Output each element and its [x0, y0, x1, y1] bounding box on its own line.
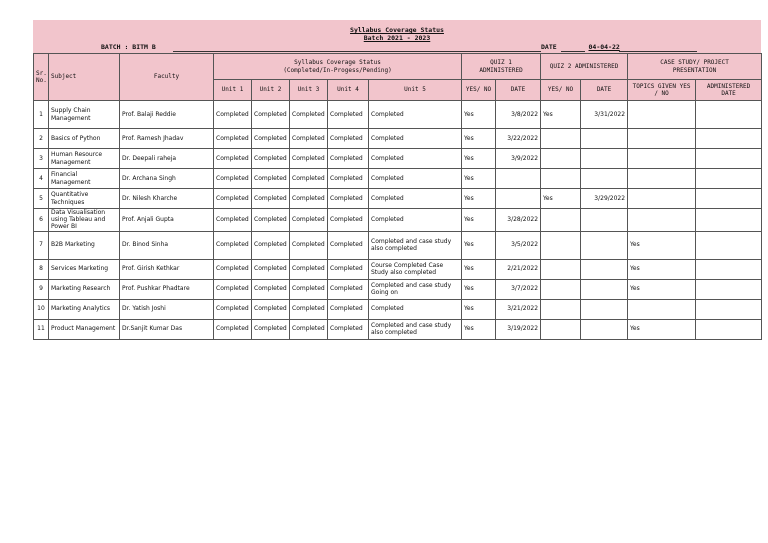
administered-date-cell: [696, 149, 762, 169]
unit-2-cell: Completed: [252, 149, 290, 169]
unit-4-cell: Completed: [328, 319, 369, 339]
table-row: [34, 101, 762, 129]
subject-cell: Marketing Research: [49, 279, 120, 299]
administered-date-cell: [696, 189, 762, 209]
table-row: [34, 259, 762, 279]
quiz2-date-cell: 3/31/2022: [581, 101, 628, 129]
sr-no-cell: 7: [34, 231, 49, 259]
header-quiz1-sub: ADMINISTERED: [479, 66, 523, 74]
faculty-cell: Dr. Archana Singh: [120, 169, 214, 189]
sr-no-cell: 10: [34, 299, 49, 319]
unit-4-cell: Completed: [328, 299, 369, 319]
topics-given-cell: [628, 129, 696, 149]
unit-5-cell: Completed and case study Going on: [369, 279, 462, 299]
unit-3-cell: Completed: [290, 101, 328, 129]
unit-4-cell: Completed: [328, 169, 369, 189]
table-row: [34, 279, 762, 299]
date-field: [541, 43, 620, 51]
unit-4-cell: Completed: [328, 129, 369, 149]
administered-date-cell: [696, 259, 762, 279]
quiz1-status-cell: Yes: [462, 299, 496, 319]
quiz2-status-cell: [541, 279, 581, 299]
topics-given-cell: Yes: [628, 259, 696, 279]
quiz2-date-cell: [581, 279, 628, 299]
quiz1-status-cell: Yes: [462, 209, 496, 232]
unit-1-cell: Completed: [214, 299, 252, 319]
table-row: [34, 149, 762, 169]
administered-date-cell: [696, 231, 762, 259]
unit-1-cell: Completed: [214, 169, 252, 189]
administered-date-cell: [696, 299, 762, 319]
table-row: [34, 319, 762, 339]
sheet-title: Syllabus Coverage Status: [350, 26, 444, 34]
unit-3-cell: Completed: [290, 129, 328, 149]
subject-cell: Data Visualisation using Tableau and Power BI: [49, 209, 120, 232]
topics-given-cell: [628, 149, 696, 169]
faculty-cell: Prof. Pushkar Phadtare: [120, 279, 214, 299]
header-administered-date: ADMINISTERED DATE: [696, 80, 762, 101]
quiz1-date-cell: 3/28/2022: [496, 209, 541, 232]
quiz2-status-cell: [541, 149, 581, 169]
faculty-cell: Prof. Anjali Gupta: [120, 209, 214, 232]
unit-5-cell: Completed: [369, 169, 462, 189]
administered-date-cell: [696, 209, 762, 232]
header-unit-4: Unit 4: [328, 80, 369, 101]
quiz1-status-cell: Yes: [462, 259, 496, 279]
unit-3-cell: Completed: [290, 231, 328, 259]
date-underline-b: [619, 51, 697, 52]
table-row: [34, 231, 762, 259]
quiz2-date-cell: [581, 209, 628, 232]
unit-3-cell: Completed: [290, 209, 328, 232]
quiz2-date-cell: 3/29/2022: [581, 189, 628, 209]
sr-no-cell: 5: [34, 189, 49, 209]
quiz2-status-cell: [541, 169, 581, 189]
faculty-cell: Dr.Sanjit Kumar Das: [120, 319, 214, 339]
sheet-subtitle: Batch 2021 - 2023: [363, 34, 431, 42]
unit-1-cell: Completed: [214, 231, 252, 259]
unit-5-cell: Completed and case study also completed: [369, 319, 462, 339]
unit-2-cell: Completed: [252, 101, 290, 129]
topics-given-cell: Yes: [628, 279, 696, 299]
header-quiz1-date: DATE: [496, 80, 541, 101]
unit-3-cell: Completed: [290, 169, 328, 189]
unit-5-cell: Course Completed Case Study also completed: [369, 259, 462, 279]
header-syllabus-title: Syllabus Coverage Status: [294, 59, 381, 66]
unit-4-cell: Completed: [328, 231, 369, 259]
unit-5-cell: Completed and case study also completed: [369, 231, 462, 259]
unit-4-cell: Completed: [328, 189, 369, 209]
header-subject: Subject: [49, 54, 120, 101]
header-band: [33, 20, 761, 53]
date-value: 04-04-22: [588, 43, 620, 51]
sr-no-cell: 4: [34, 169, 49, 189]
unit-2-cell: Completed: [252, 299, 290, 319]
quiz1-date-cell: 3/9/2022: [496, 149, 541, 169]
administered-date-cell: [696, 169, 762, 189]
quiz2-date-cell: [581, 299, 628, 319]
quiz1-status-cell: Yes: [462, 169, 496, 189]
unit-5-cell: Completed: [369, 129, 462, 149]
quiz1-date-cell: 3/19/2022: [496, 319, 541, 339]
batch-underline: [173, 51, 541, 52]
quiz2-date-cell: [581, 231, 628, 259]
unit-4-cell: Completed: [328, 149, 369, 169]
topics-given-cell: Yes: [628, 319, 696, 339]
faculty-cell: Dr. Nilesh Kharche: [120, 189, 214, 209]
quiz2-date-cell: [581, 259, 628, 279]
unit-4-cell: Completed: [328, 209, 369, 232]
header-sr-no: Sr. No.: [34, 54, 49, 101]
table-row: [34, 189, 762, 209]
quiz1-date-cell: 3/22/2022: [496, 129, 541, 149]
sr-no-cell: 3: [34, 149, 49, 169]
header-faculty: Faculty: [120, 54, 214, 101]
administered-date-cell: [696, 129, 762, 149]
subject-cell: Quantitative Techniques: [49, 189, 120, 209]
unit-2-cell: Completed: [252, 169, 290, 189]
unit-1-cell: Completed: [214, 279, 252, 299]
unit-5-cell: Completed: [369, 101, 462, 129]
unit-4-cell: Completed: [328, 101, 369, 129]
quiz1-status-cell: Yes: [462, 101, 496, 129]
topics-given-cell: [628, 101, 696, 129]
date-label: DATE: [541, 43, 557, 51]
topics-given-cell: [628, 299, 696, 319]
quiz1-date-cell: 3/21/2022: [496, 299, 541, 319]
table-row: [34, 129, 762, 149]
quiz1-status-cell: Yes: [462, 129, 496, 149]
unit-2-cell: Completed: [252, 129, 290, 149]
faculty-cell: Prof. Girish Kethkar: [120, 259, 214, 279]
faculty-cell: Prof. Ramesh Jhadav: [120, 129, 214, 149]
quiz1-date-cell: 3/8/2022: [496, 101, 541, 129]
quiz2-date-cell: [581, 129, 628, 149]
quiz2-status-cell: [541, 319, 581, 339]
faculty-cell: Dr. Yatish Joshi: [120, 299, 214, 319]
syllabus-table: [33, 53, 762, 340]
header-case-group: [628, 54, 762, 80]
administered-date-cell: [696, 101, 762, 129]
quiz1-status-cell: Yes: [462, 279, 496, 299]
sr-no-cell: 1: [34, 101, 49, 129]
faculty-cell: Dr. Binod Sinha: [120, 231, 214, 259]
topics-given-cell: [628, 209, 696, 232]
table-row: [34, 209, 762, 232]
unit-1-cell: Completed: [214, 149, 252, 169]
header-quiz1-group: [462, 54, 541, 80]
unit-2-cell: Completed: [252, 209, 290, 232]
quiz2-status-cell: [541, 231, 581, 259]
sr-no-cell: 6: [34, 209, 49, 232]
unit-1-cell: Completed: [214, 129, 252, 149]
header-quiz2-group: QUIZ 2 ADMINISTERED: [541, 54, 628, 80]
administered-date-cell: [696, 319, 762, 339]
subject-cell: Basics of Python: [49, 129, 120, 149]
quiz2-status-cell: [541, 259, 581, 279]
unit-2-cell: Completed: [252, 279, 290, 299]
unit-1-cell: Completed: [214, 319, 252, 339]
unit-3-cell: Completed: [290, 319, 328, 339]
quiz1-status-cell: Yes: [462, 319, 496, 339]
header-unit-1: Unit 1: [214, 80, 252, 101]
table-row: [34, 169, 762, 189]
header-syllabus-sub: (Completed/In-Progess/Pending): [283, 66, 392, 74]
unit-5-cell: Completed: [369, 209, 462, 232]
unit-3-cell: Completed: [290, 189, 328, 209]
subject-cell: Financial Management: [49, 169, 120, 189]
quiz2-status-cell: [541, 299, 581, 319]
header-case-title: CASE STUDY/ PROJECT: [660, 59, 729, 66]
unit-1-cell: Completed: [214, 101, 252, 129]
unit-1-cell: Completed: [214, 189, 252, 209]
quiz1-date-cell: [496, 169, 541, 189]
header-quiz2-yes-no: YES/ NO: [541, 80, 581, 101]
quiz1-date-cell: 2/21/2022: [496, 259, 541, 279]
topics-given-cell: [628, 189, 696, 209]
unit-3-cell: Completed: [290, 149, 328, 169]
quiz1-date-cell: [496, 189, 541, 209]
batch-label: BATCH : BITM B: [101, 43, 156, 51]
header-unit-5: Unit 5: [369, 80, 462, 101]
quiz1-status-cell: Yes: [462, 231, 496, 259]
header-topics-given: TOPICS GIVEN YES / NO: [628, 80, 696, 101]
unit-2-cell: Completed: [252, 259, 290, 279]
sr-no-cell: 2: [34, 129, 49, 149]
quiz2-status-cell: [541, 209, 581, 232]
unit-3-cell: Completed: [290, 299, 328, 319]
quiz1-status-cell: Yes: [462, 189, 496, 209]
quiz2-status-cell: Yes: [541, 189, 581, 209]
quiz1-status-cell: Yes: [462, 149, 496, 169]
quiz2-date-cell: [581, 169, 628, 189]
table-row: [34, 299, 762, 319]
sr-no-cell: 11: [34, 319, 49, 339]
subject-cell: Services Marketing: [49, 259, 120, 279]
unit-2-cell: Completed: [252, 189, 290, 209]
subject-cell: Human Resource Management: [49, 149, 120, 169]
header-quiz2-date: DATE: [581, 80, 628, 101]
faculty-cell: Dr. Deepali raheja: [120, 149, 214, 169]
unit-3-cell: Completed: [290, 259, 328, 279]
unit-1-cell: Completed: [214, 209, 252, 232]
unit-2-cell: Completed: [252, 231, 290, 259]
quiz2-status-cell: [541, 129, 581, 149]
administered-date-cell: [696, 279, 762, 299]
quiz2-date-cell: [581, 149, 628, 169]
subject-cell: B2B Marketing: [49, 231, 120, 259]
faculty-cell: Prof. Balaji Reddie: [120, 101, 214, 129]
subject-cell: Product Management: [49, 319, 120, 339]
unit-1-cell: Completed: [214, 259, 252, 279]
quiz2-date-cell: [581, 319, 628, 339]
header-unit-2: Unit 2: [252, 80, 290, 101]
sr-no-cell: 9: [34, 279, 49, 299]
header-quiz1-yes-no: YES/ NO: [462, 80, 496, 101]
unit-2-cell: Completed: [252, 319, 290, 339]
quiz1-date-cell: 3/7/2022: [496, 279, 541, 299]
header-unit-3: Unit 3: [290, 80, 328, 101]
subject-cell: Marketing Analytics: [49, 299, 120, 319]
date-underline-a: [561, 51, 585, 52]
topics-given-cell: Yes: [628, 231, 696, 259]
header-case-sub: PRESENTATION: [672, 66, 717, 74]
topics-given-cell: [628, 169, 696, 189]
sr-no-cell: 8: [34, 259, 49, 279]
unit-3-cell: Completed: [290, 279, 328, 299]
header-syllabus-group: [214, 54, 462, 80]
unit-5-cell: Completed: [369, 149, 462, 169]
subject-cell: Supply Chain Management: [49, 101, 120, 129]
header-quiz1-title: QUIZ 1: [490, 59, 512, 66]
quiz2-status-cell: Yes: [541, 101, 581, 129]
unit-4-cell: Completed: [328, 279, 369, 299]
unit-4-cell: Completed: [328, 259, 369, 279]
unit-5-cell: Completed: [369, 299, 462, 319]
unit-5-cell: Completed: [369, 189, 462, 209]
quiz1-date-cell: 3/5/2022: [496, 231, 541, 259]
